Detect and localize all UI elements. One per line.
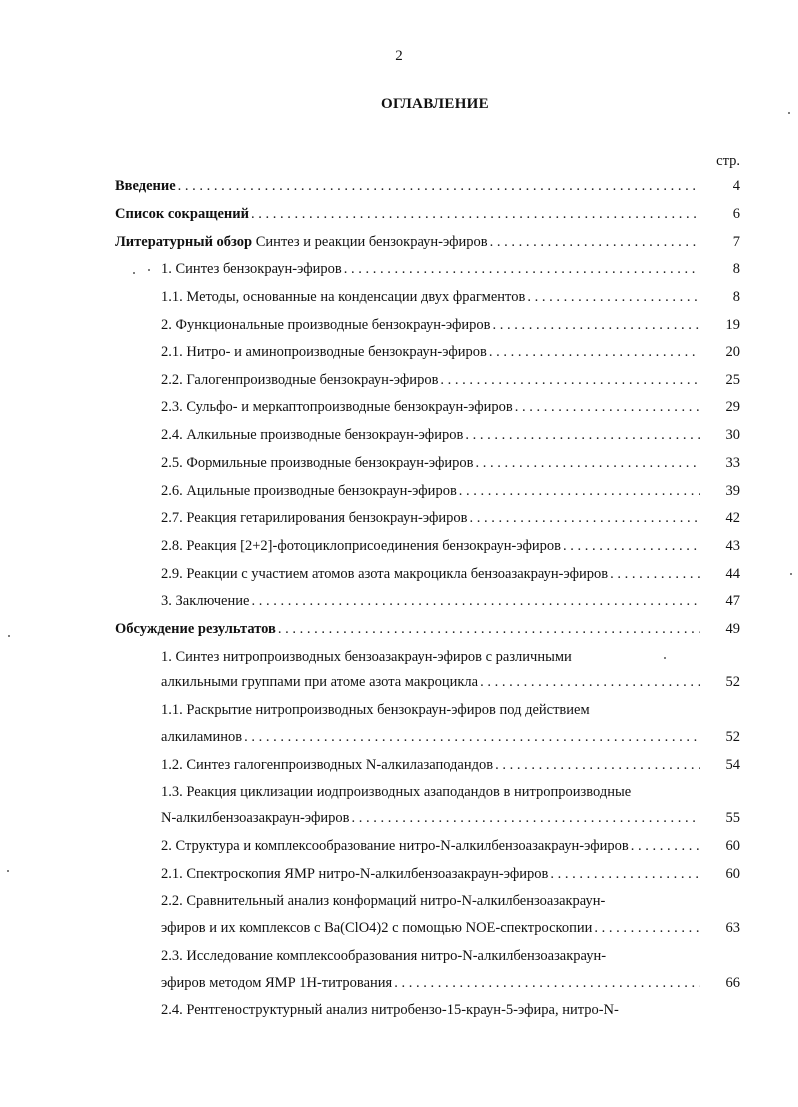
leader-dots	[244, 727, 700, 747]
toc-entry[interactable]	[161, 973, 740, 993]
toc-entry-text: алкильными группами при атоме азота макроцикла	[161, 674, 479, 690]
leader-dots	[631, 836, 700, 856]
toc-page-number: 6	[732, 206, 740, 222]
toc-page-number: 63	[725, 920, 740, 936]
toc-entry[interactable]	[161, 591, 740, 611]
toc-entry[interactable]	[161, 536, 740, 556]
toc-entry[interactable]	[161, 397, 740, 417]
toc-entry[interactable]	[161, 287, 740, 307]
leader-dots	[550, 864, 700, 884]
toc-entry-bold: Список сокращений	[115, 206, 249, 222]
toc-entry[interactable]	[161, 918, 740, 938]
leader-dots	[352, 808, 701, 828]
leader-dots	[490, 232, 700, 252]
toc-page-number: 52	[725, 674, 740, 690]
toc-entry[interactable]	[115, 204, 740, 224]
toc-entry[interactable]	[161, 808, 740, 828]
toc-entry-text: 2.3. Сульфо- и меркаптопроизводные бензокраун-эфиров	[161, 399, 513, 415]
toc-entry[interactable]	[115, 232, 740, 252]
toc-entry-text: N-алкилбензоазакраун-эфиров	[161, 810, 350, 826]
toc-page-number: 66	[725, 975, 740, 991]
toc-page-number: 54	[725, 757, 740, 773]
toc-page-number: 33	[725, 455, 740, 471]
scan-speck	[8, 635, 10, 637]
toc-page-number: 25	[725, 372, 740, 388]
toc-page-number: 44	[725, 566, 740, 582]
toc-entry-bold: Введение	[115, 178, 176, 194]
toc-entry[interactable]	[161, 508, 740, 528]
toc-page-number: 42	[725, 510, 740, 526]
leader-dots	[251, 204, 700, 224]
toc-page-number: 19	[725, 317, 740, 333]
toc-page-number: 30	[725, 427, 740, 443]
scan-speck	[133, 272, 135, 274]
leader-dots	[610, 564, 700, 584]
toc-entry[interactable]	[115, 176, 740, 196]
toc-entry-text: 1.1. Методы, основанные на конденсации двух фрагментов	[161, 289, 526, 305]
leader-dots	[459, 481, 700, 501]
leader-dots	[475, 453, 700, 473]
toc-entry-text: 2. Функциональные производные бензокраун-эфиров	[161, 317, 491, 333]
leader-dots	[394, 973, 700, 993]
leader-dots	[469, 508, 700, 528]
toc-entry[interactable]	[161, 727, 740, 747]
toc-entry[interactable]	[161, 836, 740, 856]
leader-dots	[489, 342, 700, 362]
toc-entry[interactable]	[161, 259, 740, 279]
toc-entry-text: 2.9. Реакции с участием атомов азота макроцикла бензоазакраун-эфиров	[161, 566, 609, 582]
toc-entry-continuation: 2.3. Исследование комплексообразования нитро-N-алкилбензоазакраун-	[161, 948, 607, 964]
scan-speck	[788, 112, 790, 114]
toc-entry[interactable]	[115, 619, 740, 639]
scan-speck	[664, 657, 666, 659]
leader-dots	[278, 619, 700, 639]
toc-entry[interactable]	[161, 755, 740, 775]
toc-entry-text: 1.2. Синтез галогенпроизводных N-алкилазаподандов	[161, 757, 494, 773]
leader-dots	[251, 591, 700, 611]
toc-entry-text: 2.8. Реакция [2+2]-фотоциклоприсоединения бензокраун-эфиров	[161, 538, 561, 554]
toc-entry-text: 2.6. Ацильные производные бензокраун-эфиров	[161, 483, 457, 499]
leader-dots	[465, 425, 700, 445]
toc-entry-continuation: 1.1. Раскрытие нитропроизводных бензокраун-эфиров под действием	[161, 702, 590, 718]
toc-page-number: 29	[725, 399, 740, 415]
leader-dots	[440, 370, 700, 390]
toc-entry-text: 3. Заключение	[161, 593, 250, 609]
leader-dots	[344, 259, 700, 279]
leader-dots	[527, 287, 700, 307]
toc-page-number: 52	[725, 729, 740, 745]
toc-entry-continuation: 2.4. Рентгеноструктурный анализ нитробензо-15-краун-5-эфира, нитро-N-	[161, 1002, 619, 1018]
toc-entry-continuation: 1. Синтез нитропроизводных бензоазакраун-эфиров с различными	[161, 649, 572, 665]
toc-page-number: 60	[725, 866, 740, 882]
leader-dots	[178, 176, 700, 196]
toc-entry-text: 2.4. Алкильные производные бензокраун-эфиров	[161, 427, 464, 443]
toc-entry[interactable]	[161, 564, 740, 584]
leader-dots	[493, 315, 700, 335]
toc-page-number: 43	[725, 538, 740, 554]
toc-page-number: 49	[725, 621, 740, 637]
toc-page-number: 55	[725, 810, 740, 826]
toc-page-number: 8	[732, 261, 740, 277]
page-number: 2	[395, 48, 403, 64]
leader-dots	[594, 918, 700, 938]
toc-entry-continuation: 1.3. Реакция циклизации иодпроизводных азаподандов в нитропроизводные	[161, 784, 632, 800]
toc-page-number: 47	[725, 593, 740, 609]
toc-page-number: 8	[732, 289, 740, 305]
toc-entry-text: эфиров методом ЯМР 1H-титрования	[161, 975, 393, 991]
toc-entry-text: эфиров и их комплексов с Ba(ClO4)2 с помощью NOE-спектроскопии	[161, 920, 593, 936]
leader-dots	[563, 536, 700, 556]
scan-speck	[7, 870, 9, 872]
leader-dots	[480, 672, 700, 692]
toc-entry-bold: Литературный обзор	[115, 234, 253, 250]
page-title: ОГЛАВЛЕНИЕ	[381, 96, 489, 112]
toc-entry[interactable]	[161, 864, 740, 884]
toc-entry[interactable]	[161, 342, 740, 362]
toc-entry-continuation: 2.2. Сравнительный анализ конформаций нитро-N-алкилбензоазакраун-	[161, 893, 606, 909]
toc-entry[interactable]	[161, 453, 740, 473]
toc-page-number: 20	[725, 344, 740, 360]
toc-entry[interactable]	[161, 315, 740, 335]
toc-entry-bold: Обсуждение результатов	[115, 621, 276, 637]
leader-dots	[495, 755, 700, 775]
page-column-label: стр.	[716, 153, 740, 169]
toc-entry-text: 2. Структура и комплексообразование нитро-N-алкилбензоазакраун-эфиров	[161, 838, 629, 854]
toc-page-number: 4	[732, 178, 740, 194]
toc-entry[interactable]	[161, 672, 740, 692]
toc-entry-text: 1. Синтез бензокраун-эфиров	[161, 261, 342, 277]
toc-entry[interactable]	[161, 481, 740, 501]
toc-entry-text: Синтез и реакции бензокраун-эфиров	[252, 234, 488, 250]
toc-entry[interactable]	[161, 425, 740, 445]
scan-speck	[148, 269, 150, 271]
leader-dots	[515, 397, 700, 417]
toc-page-number: 7	[732, 234, 740, 250]
toc-entry-text: 2.2. Галогенпроизводные бензокраун-эфиров	[161, 372, 439, 388]
toc-page-number: 39	[725, 483, 740, 499]
toc-entry[interactable]	[161, 370, 740, 390]
toc-entry-text: 2.5. Формильные производные бензокраун-эфиров	[161, 455, 474, 471]
toc-entry-text: 2.7. Реакция гетарилирования бензокраун-эфиров	[161, 510, 468, 526]
toc-entry-text: 2.1. Спектроскопия ЯМР нитро-N-алкилбензоазакраун-эфиров	[161, 866, 549, 882]
scan-speck	[790, 573, 792, 575]
toc-entry-text: 2.1. Нитро- и аминопроизводные бензокраун-эфиров	[161, 344, 487, 360]
toc-entry-text: алкиламинов	[161, 729, 243, 745]
toc-page-number: 60	[725, 838, 740, 854]
